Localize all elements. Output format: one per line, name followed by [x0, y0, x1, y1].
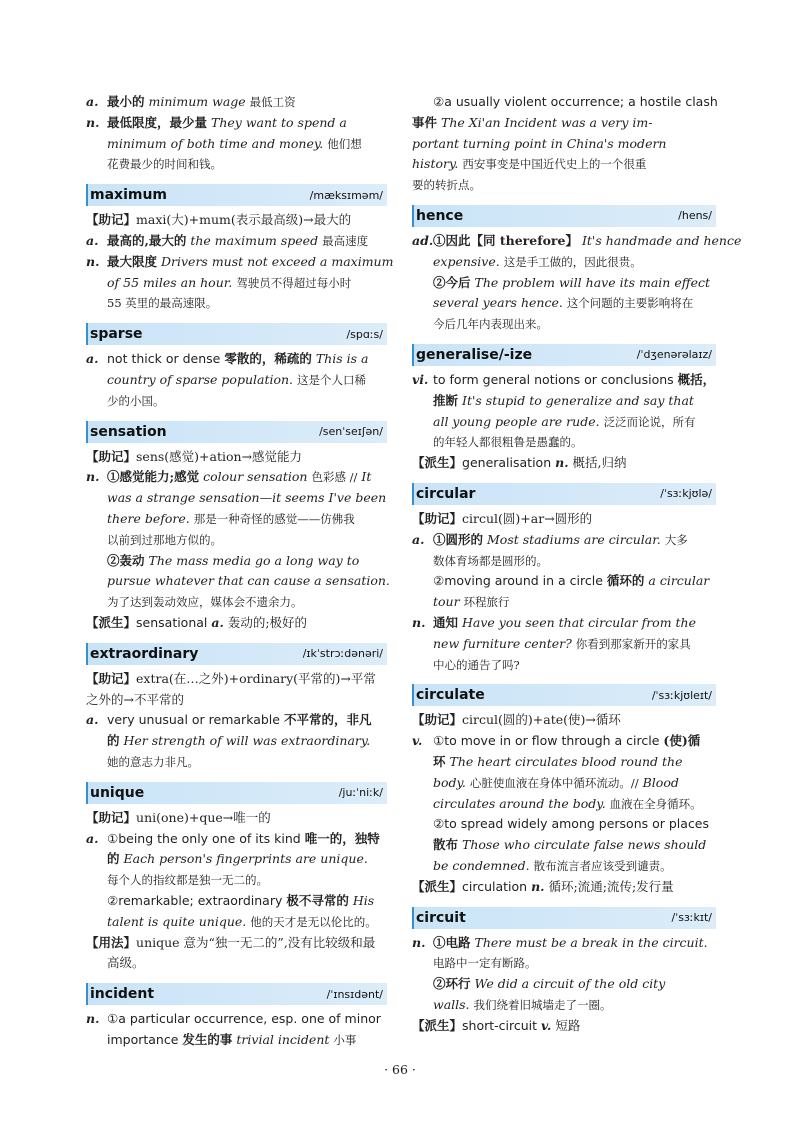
sense-line: a. 最高的,最大的 the maximum speed 最高速度	[86, 232, 369, 248]
headword-bar	[412, 344, 716, 366]
sense-line: 55 英里的最高速限。	[107, 296, 218, 311]
headword-bar	[412, 205, 716, 227]
headword: sensation	[90, 423, 167, 440]
headword: unique	[90, 784, 145, 801]
headword-bar	[412, 483, 716, 505]
phonetic: /hens/	[678, 209, 712, 223]
phonetic: /ɪkˈstrɔːdənəri/	[302, 647, 383, 661]
derivative: 【派生】generalisation n. 概括,归纳	[412, 455, 627, 471]
sense-line: vi. to form general notions or conclusions 概括，	[412, 371, 716, 387]
sense-line: v. ①to move in or flow through a circle (使)循	[412, 733, 701, 749]
sense-line: 电路中一定有断路。	[433, 956, 537, 971]
mnemonic: 【助记】uni(one)+que→唯一的	[86, 809, 271, 825]
sense-line: country of sparse population. 这是个人口稀	[107, 371, 367, 387]
right-column	[412, 92, 742, 1036]
sense-line: a. 最小的 minimum wage 最低工资	[86, 94, 296, 109]
headword: incident	[90, 986, 155, 1003]
phonetic: /ˈsɜːkɪt/	[671, 911, 712, 924]
sense-line: ②a usually violent occurrence; a hostile clash	[433, 94, 718, 109]
headword-bar	[86, 782, 387, 804]
headword: maximum	[90, 187, 168, 204]
headword-bar	[86, 983, 387, 1005]
sense-line: minimum of both time and money. 他们想	[107, 135, 362, 151]
headword-bar	[412, 907, 716, 929]
sense-line: 每个人的指纹都是独一无二的。	[107, 873, 268, 888]
sense-line: tour 环程旅行	[433, 594, 510, 610]
sense-line: n. ①a particular occurrence, esp. one of minor	[86, 1011, 381, 1027]
phonetic: /mæksɪməm/	[309, 188, 383, 202]
mnemonic: 【助记】sens(感觉)+ation→感觉能力	[86, 448, 303, 464]
sense-line: ②remarkable; extraordinary 极不寻常的 His	[107, 892, 375, 908]
entry-minimum-continued	[86, 92, 387, 175]
entry-sparse	[86, 323, 387, 411]
sense-line: n. 最低限度，最少量 They want to spend a	[86, 114, 347, 130]
entry-hence	[412, 205, 742, 335]
phonetic: /juːˈniːk/	[338, 786, 383, 800]
sense-line: pursue whatever that can cause a sensation.	[107, 573, 390, 589]
sense-line: 数体育场都是圆形的。	[433, 553, 548, 568]
sense-line: ②to spread widely among persons or places	[433, 816, 710, 832]
sense-line: 以前到过那地方似的。	[107, 532, 222, 547]
sense-line: 要的转折点。	[412, 178, 481, 193]
derivative: 【派生】circulation n. 循环;流通;流传;发行量	[412, 878, 674, 894]
sense-line: ②今后 The problem will have its main effect	[433, 274, 710, 290]
sense-line: n. ①感觉能力;感觉 colour sensation 色彩感 // It	[86, 469, 372, 485]
headword-bar	[86, 184, 387, 206]
entry-extraordinary	[86, 643, 387, 773]
sense-line: a. not thick or dense 零散的，稀疏的 This is a	[86, 351, 369, 367]
sense-line: expensive. 这是手工做的，因此很贵。	[433, 253, 642, 269]
sense-line: 花费最少的时间和钱。	[107, 157, 222, 172]
headword: extraordinary	[90, 645, 199, 662]
derivative: 【派生】short-circuit v. 短路	[412, 1017, 581, 1033]
sense-line: 为了达到轰动效应，媒体会不遗余力。	[107, 595, 303, 610]
left-column	[86, 92, 394, 1051]
sense-line: all young people are rude. 泛泛而论说，所有	[433, 413, 696, 429]
entry-incident-continued	[412, 92, 716, 196]
sense-line: n. ①电路 There must be a break in the circuit.	[412, 934, 708, 950]
headword: generalise/-ize	[416, 346, 533, 363]
headword-bar	[86, 421, 387, 443]
sense-line: 推断 It's stupid to generalize and say that	[433, 392, 694, 408]
phonetic: /ˈsɜːkjʊlə/	[660, 487, 712, 501]
sense-line: body. 心脏使血液在身体中循环流动。// Blood	[433, 774, 679, 790]
sense-line: n. 最大限度 Drivers must not exceed a maximum	[86, 253, 394, 269]
mnemonic: 【助记】extra(在…之外)+ordinary(平常的)→平常	[86, 670, 376, 686]
sense-line: a. ①being the only one of its kind 唯一的，独特	[86, 830, 380, 846]
mnemonic: 【助记】circul(圆的)+ate(使)→循环	[412, 712, 621, 728]
sense-line: 她的意志力非凡。	[107, 754, 199, 769]
phonetic: /ˈdʒenərəlaɪz/	[636, 348, 712, 362]
phonetic: /ˈsɜːkjʊleɪt/	[651, 688, 712, 702]
usage-note: 【用法】unique 意为“独一无二的”,没有比较级和最	[86, 934, 376, 950]
headword: sparse	[90, 326, 143, 343]
entry-maximum	[86, 184, 394, 314]
headword-bar	[86, 643, 387, 665]
mnemonic: 【助记】circul(圆)+ar→圆形的	[412, 510, 593, 526]
derivative: 【派生】sensational a. 轰动的;极好的	[86, 614, 308, 630]
sense-line: n. 通知 Have you seen that circular from the	[412, 614, 697, 630]
entry-circular	[412, 483, 716, 675]
entry-sensation	[86, 421, 390, 634]
entry-incident	[86, 983, 387, 1051]
entry-circuit	[412, 907, 716, 1037]
sense-line: new furniture center? 你看到那家新开的家具	[433, 635, 691, 651]
phonetic: /senˈseɪʃən/	[319, 425, 383, 439]
sense-line: 的年轻人都很粗鲁是愚蠢的。	[433, 435, 583, 450]
sense-line: there before. 那是一种奇怪的感觉——仿佛我	[107, 510, 355, 526]
entry-circulate	[412, 684, 716, 897]
headword: hence	[416, 207, 464, 224]
sense-line: 中心的通告了吗?	[433, 657, 520, 672]
sense-line: a. very unusual or remarkable 不平常的，非凡	[86, 712, 372, 728]
sense-line: ②环行 We did a circuit of the old city	[433, 976, 666, 992]
sense-line: of 55 miles an hour. 驾驶员不得超过每小时	[107, 274, 352, 290]
sense-line: 少的小国。	[107, 393, 165, 408]
sense-line: importance 发生的事 trivial incident 小事	[107, 1031, 357, 1047]
sense-line: 事件 The Xi'an Incident was a very im-	[412, 114, 653, 130]
sense-line: be condemned. 散布流言者应该受到谴责。	[433, 857, 672, 873]
phonetic: /ˈɪnsɪdənt/	[326, 987, 383, 1001]
sense-line: walls. 我们绕着旧城墙走了一圈。	[433, 996, 612, 1012]
headword-bar	[412, 684, 716, 706]
entry-unique	[86, 782, 387, 974]
sense-line: 的 Her strength of will was extraordinary.	[107, 733, 371, 749]
sense-line: circulates around the body. 血液在全身循环。	[433, 795, 702, 811]
headword: circuit	[416, 909, 466, 926]
phonetic: /spɑːs/	[346, 327, 383, 341]
headword: circular	[416, 485, 476, 502]
sense-line: ②moving around in a circle 循环的 a circular	[433, 573, 710, 589]
sense-line: talent is quite unique. 他的天才是无以伦比的。	[107, 913, 377, 929]
sense-line: several years hence. 这个问题的主要影响将在	[433, 295, 694, 311]
sense-line: 环 The heart circulates blood round the	[433, 753, 683, 769]
sense-line: 散布 Those who circulate false news should	[433, 837, 707, 853]
usage-note: 高级。	[107, 955, 145, 971]
mnemonic: 【助记】maxi(大)+mum(表示最高级)→最大的	[86, 212, 352, 228]
sense-line: 的 Each person's fingerprints are unique.	[107, 851, 368, 867]
sense-line: history. 西安事变是中国近代史上的一个很重	[412, 156, 647, 172]
sense-line: ad.①因此【同 therefore】 It's handmade and hence	[412, 232, 742, 248]
sense-line: was a strange sensation—it seems I've been	[107, 490, 387, 506]
page-number: · 66 ·	[384, 1062, 416, 1077]
sense-line: ②轰动 The mass media go a long way to	[107, 552, 360, 568]
entry-generalise	[412, 344, 716, 474]
headword-bar	[86, 323, 387, 345]
mnemonic: 之外的→不平常的	[86, 691, 184, 707]
headword: circulate	[416, 687, 485, 704]
sense-line: portant turning point in China's modern	[412, 135, 667, 151]
sense-line: 今后几年内表现出来。	[433, 317, 548, 332]
sense-line: a. ①圆形的 Most stadiums are circular. 大多	[412, 531, 688, 547]
